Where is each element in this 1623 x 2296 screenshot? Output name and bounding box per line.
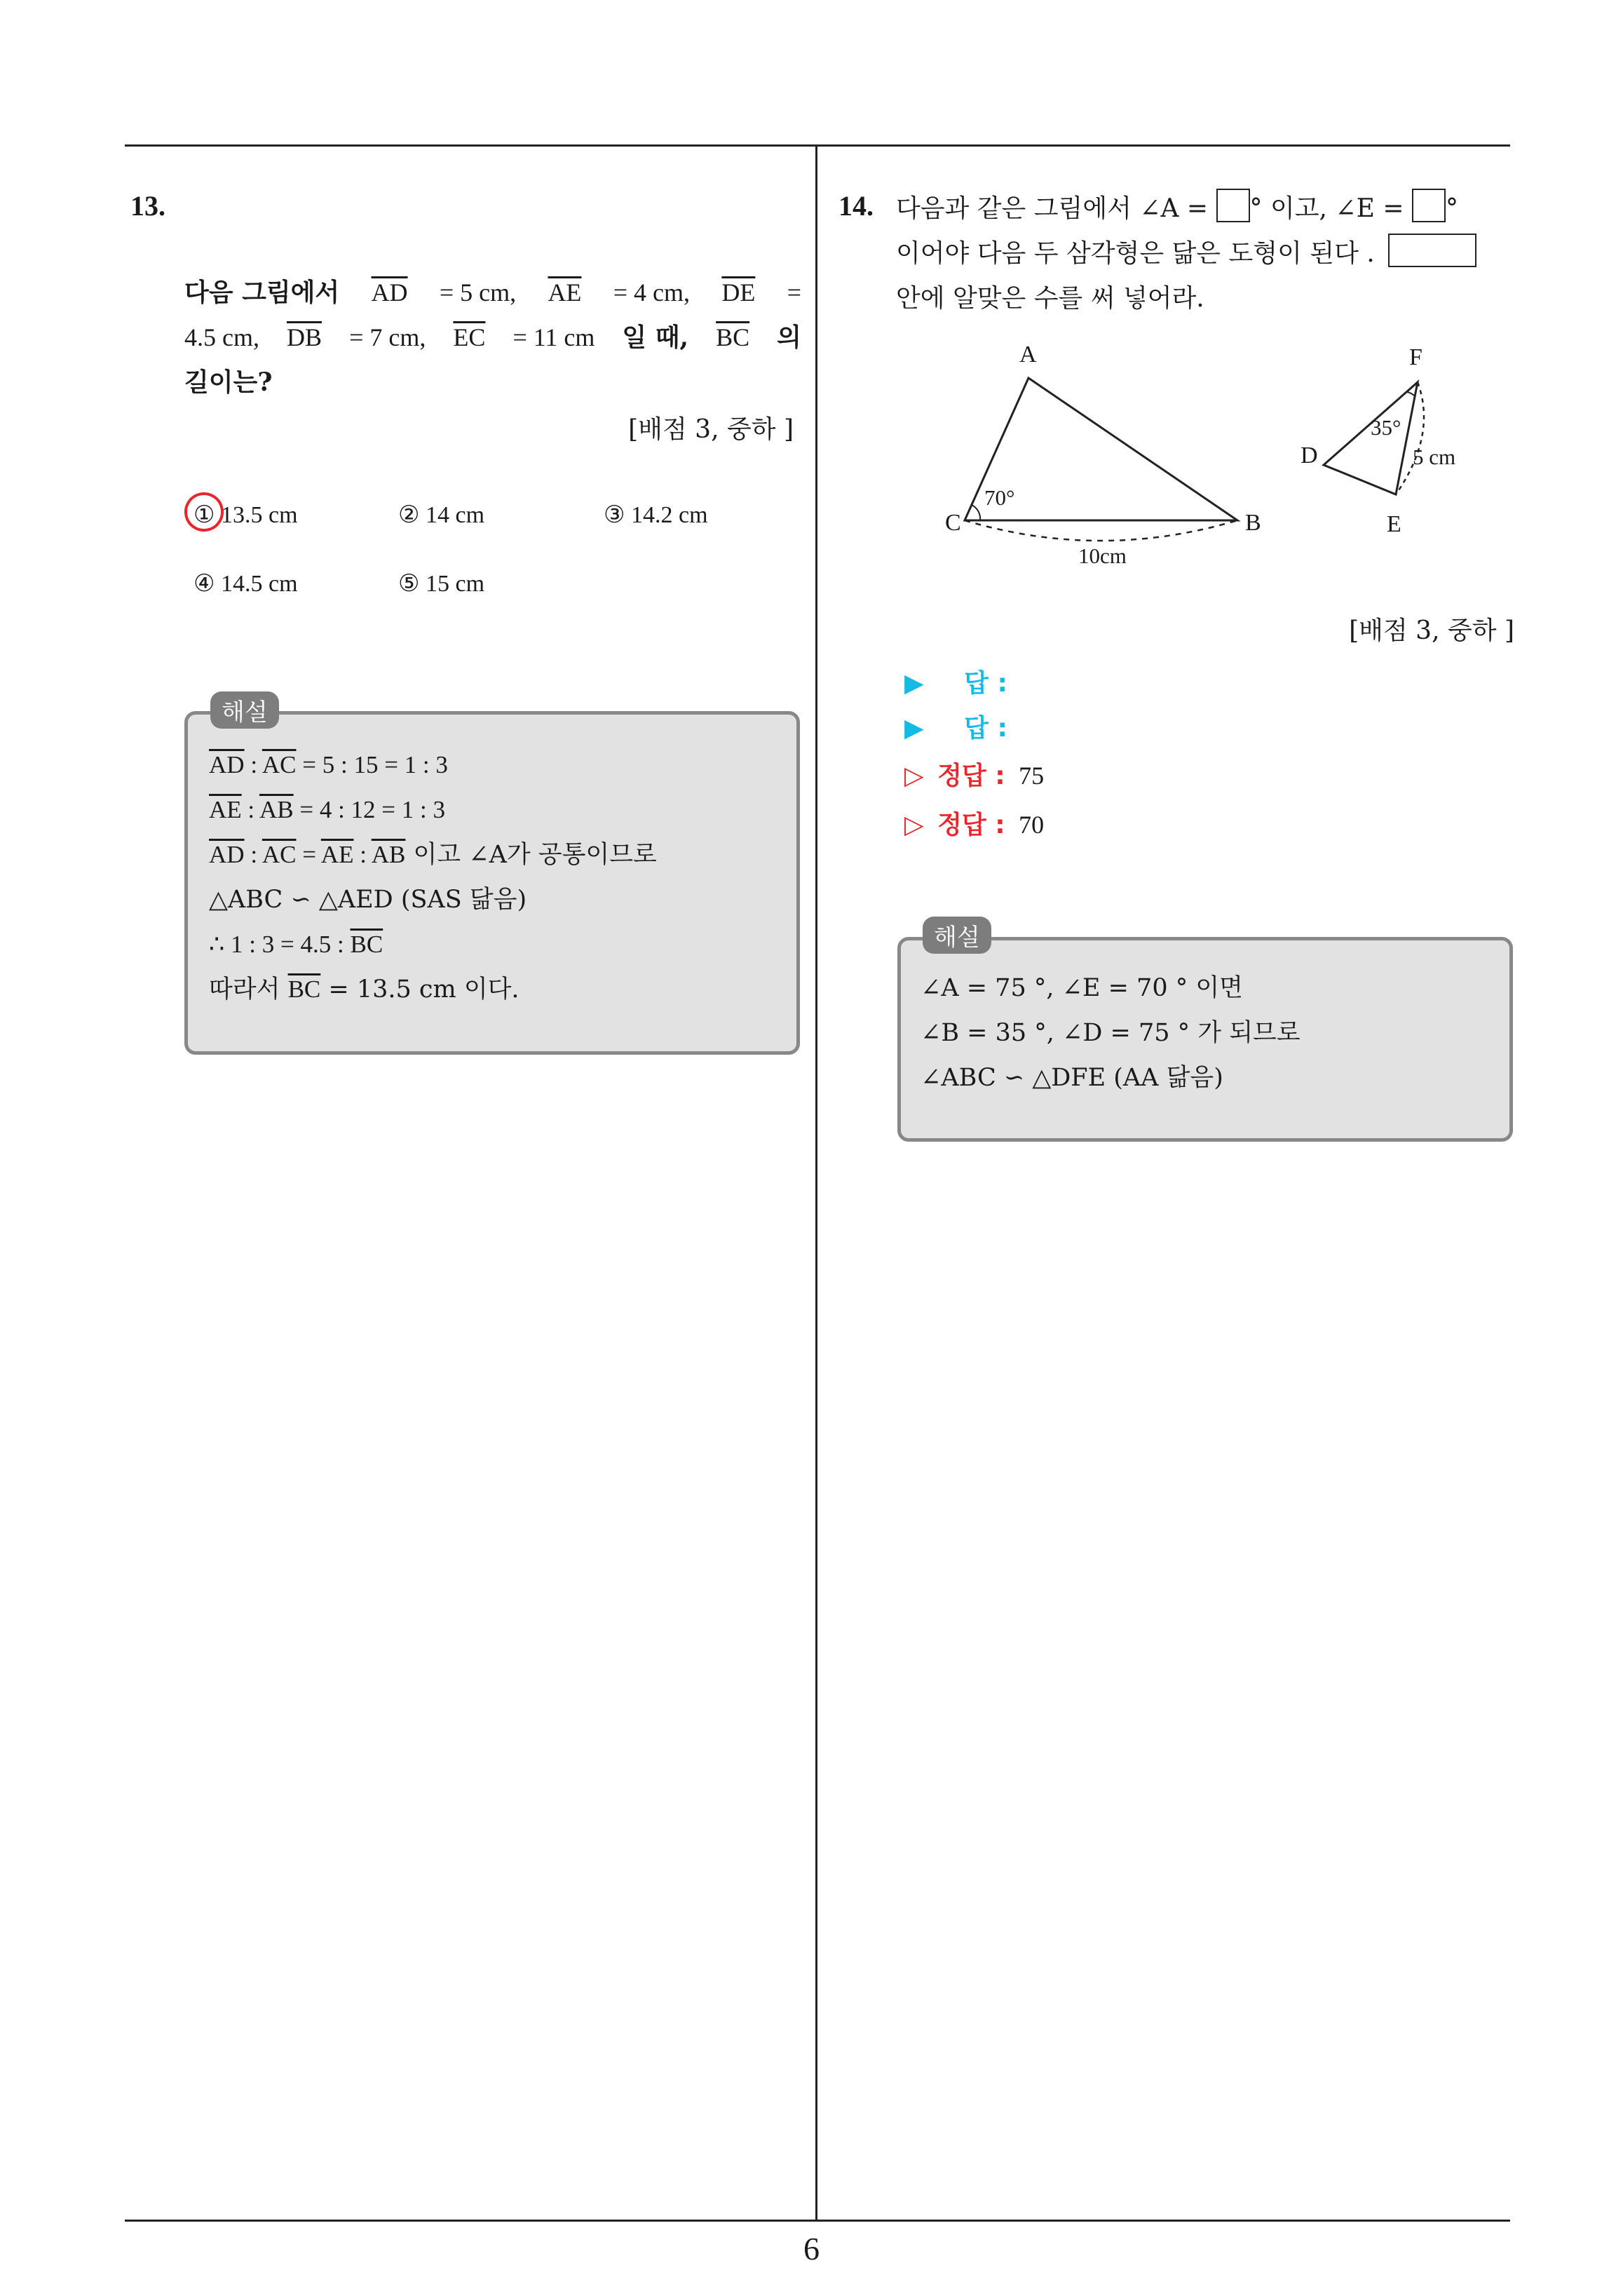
question-13-line-3: 길이는?: [184, 367, 273, 397]
solution-box-14: [897, 937, 1513, 1142]
solution-14-line-2: ∠B = 35 °, ∠D = 75 ° 가 되므로: [921, 1019, 1301, 1047]
choice-4[interactable]: ④ 14.5 cm: [193, 571, 298, 597]
question-14-text: [896, 187, 1513, 321]
solution-box-13: [184, 711, 800, 1055]
label-c: C: [945, 510, 961, 536]
top-rule: [125, 144, 1510, 147]
label-b: B: [1245, 510, 1261, 536]
angle-f-label: 35°: [1371, 415, 1401, 440]
similar-triangles-figure: [939, 337, 1528, 575]
correct-marker-icon: ▷: [904, 811, 924, 839]
answer-row-2: ▶ 답 :: [904, 714, 1007, 743]
answer-row-1: ▶ 답 :: [904, 669, 1007, 698]
bottom-rule: [125, 2220, 1510, 2222]
label-e: E: [1387, 511, 1401, 537]
question-14-number: 14.: [838, 190, 874, 222]
solution-13-line-4: △ABC ∽ △AED (SAS 닮음): [209, 886, 527, 914]
answer-marker-icon: ▶: [904, 669, 924, 698]
question-13-line-2: 4.5 cm, $\overline{DB}$ = 7 cm, $\overline{EC}$ = 11 cm 일 때, $\overline{BC}$ 의: [184, 323, 801, 352]
correct-answer-value-1: 75: [1019, 762, 1045, 790]
solution-14-content: [921, 966, 1301, 1100]
solution-14-line-1: ∠A = 75 °, ∠E = 70 ° 이면: [921, 974, 1243, 1002]
column-divider: [815, 144, 817, 2222]
angle-c-label: 70°: [984, 485, 1015, 510]
question-13-line-1: 다음 그림에서 $\overline{AD}$ = 5 cm, $\overline{AE}$ = 4 cm, $\overline{DE}$ =: [184, 278, 801, 307]
answer-blank-1[interactable]: [1216, 189, 1250, 222]
question-14-score: [배점 3, 중하 ]: [1349, 616, 1514, 645]
question-13-score: [배점 3, 중하 ]: [628, 415, 794, 444]
correct-answer-row-1: ▷ 정답 : 75: [904, 762, 1045, 790]
solution-13-line-1: $\overline{AD}$ : $\overline{AC} = 5$ : 15 = 1 : 3: [209, 751, 448, 778]
question-14-line-1: 다음과 같은 그림에서 ∠A = ° 이고, ∠E = °: [896, 187, 1513, 231]
question-13-number: 13.: [130, 190, 165, 222]
side-fe-label: 5 cm: [1413, 445, 1456, 469]
side-cb-label: 10cm: [1078, 543, 1127, 568]
solution-14-line-3: ∠ABC ∽ △DFE (AA 닮음): [921, 1064, 1223, 1092]
page-number: 6: [803, 2231, 820, 2267]
question-13-text: [184, 270, 801, 405]
solution-13-line-5: ∴ 1 : 3 = 4.5 : $\overline{BC}$: [209, 931, 383, 958]
label-f: F: [1409, 344, 1422, 370]
choice-5[interactable]: ⑤ 15 cm: [398, 571, 485, 597]
solution-tag-13: 해설: [210, 691, 279, 729]
answer-blank-3[interactable]: [1388, 234, 1476, 267]
solution-13-line-2: $\overline{AE}$ : $\overline{AB} = 4$ : 12 = 1 : 3: [209, 796, 446, 823]
choice-2[interactable]: ② 14 cm: [398, 502, 485, 528]
correct-answer-row-2: ▷ 정답 : 70: [904, 811, 1045, 839]
label-d: D: [1301, 443, 1318, 468]
label-a: A: [1019, 342, 1037, 367]
solution-13-line-3: $\overline{AD}$ : $\overline{AC} = \overline{AE}$ : $\overline{AB}$ 이고 ∠A가 공통이므로: [209, 841, 657, 869]
triangle-abc: [965, 378, 1237, 541]
choice-3[interactable]: ③ 14.2 cm: [604, 502, 708, 528]
solution-tag-14: 해설: [923, 917, 991, 954]
question-14-line-3: 안에 알맞은 수를 써 넣어라.: [896, 284, 1204, 313]
solution-13-line-6: 따라서 $\overline{BC} = 13.5$ cm 이다.: [209, 975, 520, 1004]
answer-marker-icon: ▶: [904, 714, 924, 743]
solution-13-content: [209, 743, 657, 1012]
choice-1[interactable]: ① 13.5 cm: [193, 502, 298, 528]
question-14-line-2: 이어야 다음 두 삼각형은 닮은 도형이 된다 .: [896, 231, 1513, 276]
correct-answer-value-2: 70: [1019, 811, 1045, 839]
correct-marker-icon: ▷: [904, 762, 924, 790]
answer-blank-2[interactable]: [1412, 189, 1446, 222]
